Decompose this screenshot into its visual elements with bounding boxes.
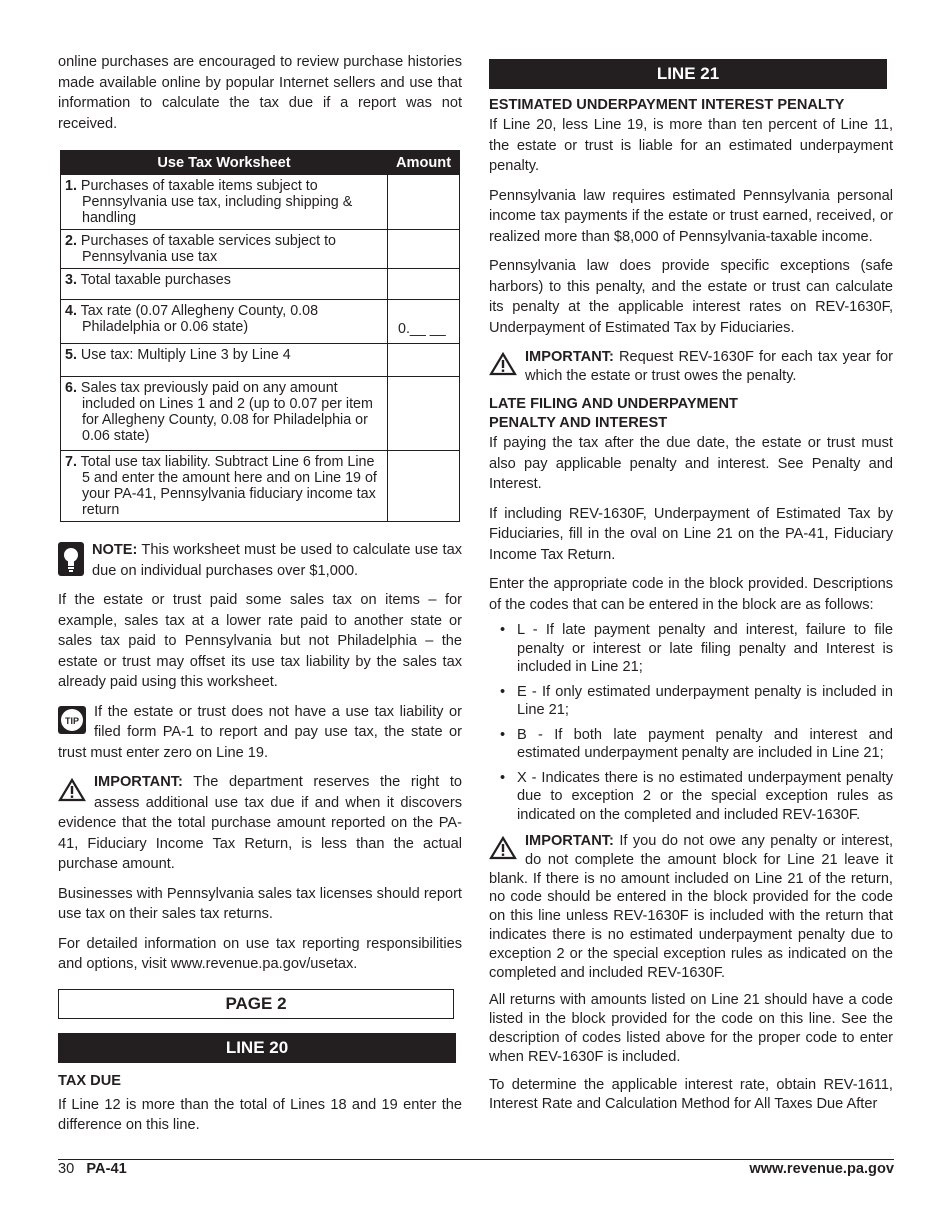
warning-icon bbox=[58, 778, 86, 807]
lightbulb-icon bbox=[58, 542, 84, 581]
left-column bbox=[58, 52, 462, 1136]
line-21-paragraph-5: If including REV-1630F, Underpayment of Estimated Tax by Fiduciaries, fill in the oval on Line 21 on the PA-41, Fiduciary Income Tax Return. bbox=[489, 505, 893, 563]
worksheet-line-cell: 7. Total use tax liability. Subtract Line 6 from Line 5 and enter the amount here and on Line 19 of your PA-41, Pennsylvania fiduciary income tax return bbox=[61, 451, 388, 522]
line-21-bar: LINE 21 bbox=[489, 59, 887, 89]
list-item: • X - Indicates there is no estimated underpayment penalty due to exception 2 or the special exception rules as indicated on the completed and included REV-1630F. bbox=[500, 769, 893, 823]
right-column bbox=[489, 59, 893, 1114]
worksheet-line-cell: 4. Tax rate (0.07 Allegheny County, 0.08 Philadelphia or 0.06 state) bbox=[61, 300, 388, 344]
table-row bbox=[61, 451, 460, 522]
line-21-paragraph-8: To determine the applicable interest rate, obtain REV-1611, Interest Rate and Calculation Method for All Taxes Due After bbox=[489, 1077, 893, 1113]
important-text-2: IMPORTANT: If you do not owe any penalty or interest, do not complete the amount block for Line 21 leave it blank. If there is no amount included on Line 21 of the return, no code should be entered in the block provided for the code on this line unless REV-1630F is included with the return that indicates there is no estimated underpayment penalty due to exception 2 or the special exception rules as indicated on the completed and included REV-1630F. bbox=[489, 833, 893, 981]
list-item: • B - If both late payment penalty and interest and estimated underpayment penalty are included in Line 21; bbox=[500, 726, 893, 761]
late-filing-heading-line-1: LATE FILING AND UNDERPAYMENT bbox=[489, 396, 738, 412]
note-text: NOTE: This worksheet must be used to calculate use tax due on individual purchases over $1,000. bbox=[92, 542, 462, 579]
business-paragraph: Businesses with Pennsylvania sales tax licenses should report use tax on their sales tax returns. bbox=[58, 885, 462, 922]
important-block bbox=[58, 772, 462, 875]
table-row bbox=[61, 377, 460, 451]
worksheet-amount-cell[interactable] bbox=[388, 451, 460, 522]
use-tax-worksheet bbox=[60, 150, 460, 522]
tip-text: If the estate or trust does not have a use tax liability or filed form PA-1 to report and pay use tax, the state or trust must enter zero on Line 19. bbox=[58, 703, 462, 761]
offset-paragraph: If the estate or trust paid some sales tax on items – for example, sales tax at a lower rate paid to another state or sales tax paid to Pennsylvania but not Philadelphia – the estate or trust may offset its use tax liability by the sales tax already paid using this worksheet. bbox=[58, 592, 462, 690]
tip-icon bbox=[58, 706, 86, 739]
table-row bbox=[61, 230, 460, 269]
footer-left bbox=[58, 1161, 127, 1177]
important-text-1: IMPORTANT: Request REV-1630F for each tax year for which the estate or trust owes the penalty. bbox=[525, 349, 893, 384]
worksheet-amount-cell[interactable] bbox=[388, 344, 460, 377]
detail-paragraph: For detailed information on use tax reporting responsibilities and options, visit www.revenue.pa.gov/usetax. bbox=[58, 935, 462, 972]
page-2-box: PAGE 2 bbox=[58, 989, 454, 1019]
table-row bbox=[61, 344, 460, 377]
footer-divider bbox=[58, 1159, 894, 1160]
worksheet-amount-cell[interactable] bbox=[388, 175, 460, 230]
worksheet-amount-cell[interactable] bbox=[388, 269, 460, 300]
worksheet-line-cell: 2. Purchases of taxable services subject to Pennsylvania use tax bbox=[61, 230, 388, 269]
svg-text:TIP: TIP bbox=[64, 715, 80, 726]
intro-paragraph: online purchases are encouraged to review purchase histories made available online by popular Internet sellers and use that information to calculate the tax due if a report was not received. bbox=[58, 54, 462, 132]
line-21-paragraph-4: If paying the tax after the due date, the estate or trust must also pay applicable penalty and interest. See Penalty and Interest. bbox=[489, 435, 893, 492]
warning-icon bbox=[489, 352, 517, 381]
worksheet-title-header: Use Tax Worksheet bbox=[61, 151, 388, 175]
line-20-text: If Line 12 is more than the total of Lines 18 and 19 enter the difference on this line. bbox=[58, 1096, 462, 1133]
line-21-paragraph-1: If Line 20, less Line 19, is more than ten percent of Line 11, the estate or trust is liable for an estimated underpayment penalty. bbox=[489, 117, 893, 174]
line-20-bar: LINE 20 bbox=[58, 1033, 456, 1063]
warning-icon bbox=[489, 836, 517, 865]
table-row bbox=[61, 300, 460, 344]
worksheet-line-cell: 3. Total taxable purchases bbox=[61, 269, 388, 300]
list-item: • E - If only estimated underpayment penalty is included in Line 21; bbox=[500, 683, 893, 718]
worksheet-amount-cell[interactable] bbox=[388, 230, 460, 269]
worksheet-line-cell: 1. Purchases of taxable items subject to Pennsylvania use tax, including shipping & handling bbox=[61, 175, 388, 230]
line-21-paragraph-7: All returns with amounts listed on Line 21 should have a code listed in the block provided for the code on this line. See the description of codes listed above for the proper code to enter when REV-1630F is included. bbox=[489, 992, 893, 1066]
table-row bbox=[61, 175, 460, 230]
list-item: • L - If late payment penalty and interest, failure to file penalty or interest or late filing penalty and Interest is included in Line 21; bbox=[500, 622, 893, 675]
note-block bbox=[58, 540, 462, 581]
worksheet-line-cell: 5. Use tax: Multiply Line 3 by Line 4 bbox=[61, 344, 388, 377]
footer-website: www.revenue.pa.gov bbox=[749, 1161, 894, 1177]
line-21-paragraph-2: Pennsylvania law requires estimated Pennsylvania personal income tax payments if the estate or trust earned, received, or realized more than $8,000 of Pennsylvania-taxable income. bbox=[489, 187, 893, 245]
worksheet-amount-header: Amount bbox=[388, 151, 460, 175]
important-text: IMPORTANT: The department reserves the right to assess additional use tax due if and when it discovers evidence that the total purchase amount reported on the PA-41, Fiduciary Income Tax Return, is less than the actual purchase amount. bbox=[58, 774, 462, 872]
worksheet-amount-cell[interactable]: 0.__ __ bbox=[388, 300, 460, 344]
estimated-penalty-heading: ESTIMATED UNDERPAYMENT INTEREST PENALTY bbox=[489, 97, 845, 113]
important-block-2 bbox=[489, 832, 893, 982]
form-name: PA-41 bbox=[86, 1161, 127, 1177]
worksheet-amount-cell[interactable] bbox=[388, 377, 460, 451]
page-number: 30 bbox=[58, 1161, 75, 1177]
table-row bbox=[61, 269, 460, 300]
important-block-1 bbox=[489, 348, 893, 385]
tip-block bbox=[58, 702, 462, 764]
late-filing-heading-line-2: PENALTY AND INTEREST bbox=[489, 415, 668, 431]
line-21-paragraph-3: Pennsylvania law does provide specific exceptions (safe harbors) to this penalty, and the estate or trust can calculate its penalty at the applicable interest rates on REV-1630F, Underpayment of Estimated Tax by Fiduciaries. bbox=[489, 258, 893, 336]
worksheet-line-cell: 6. Sales tax previously paid on any amount included on Lines 1 and 2 (up to 0.07 per item for Allegheny County, 0.08 for Philadelphia or 0.06 state) bbox=[61, 377, 388, 451]
code-list bbox=[489, 621, 893, 824]
line-20-heading: TAX DUE bbox=[58, 1072, 121, 1089]
line-21-paragraph-6: Enter the appropriate code in the block provided. Descriptions of the codes that can be entered in the block are as follows: bbox=[489, 576, 893, 613]
